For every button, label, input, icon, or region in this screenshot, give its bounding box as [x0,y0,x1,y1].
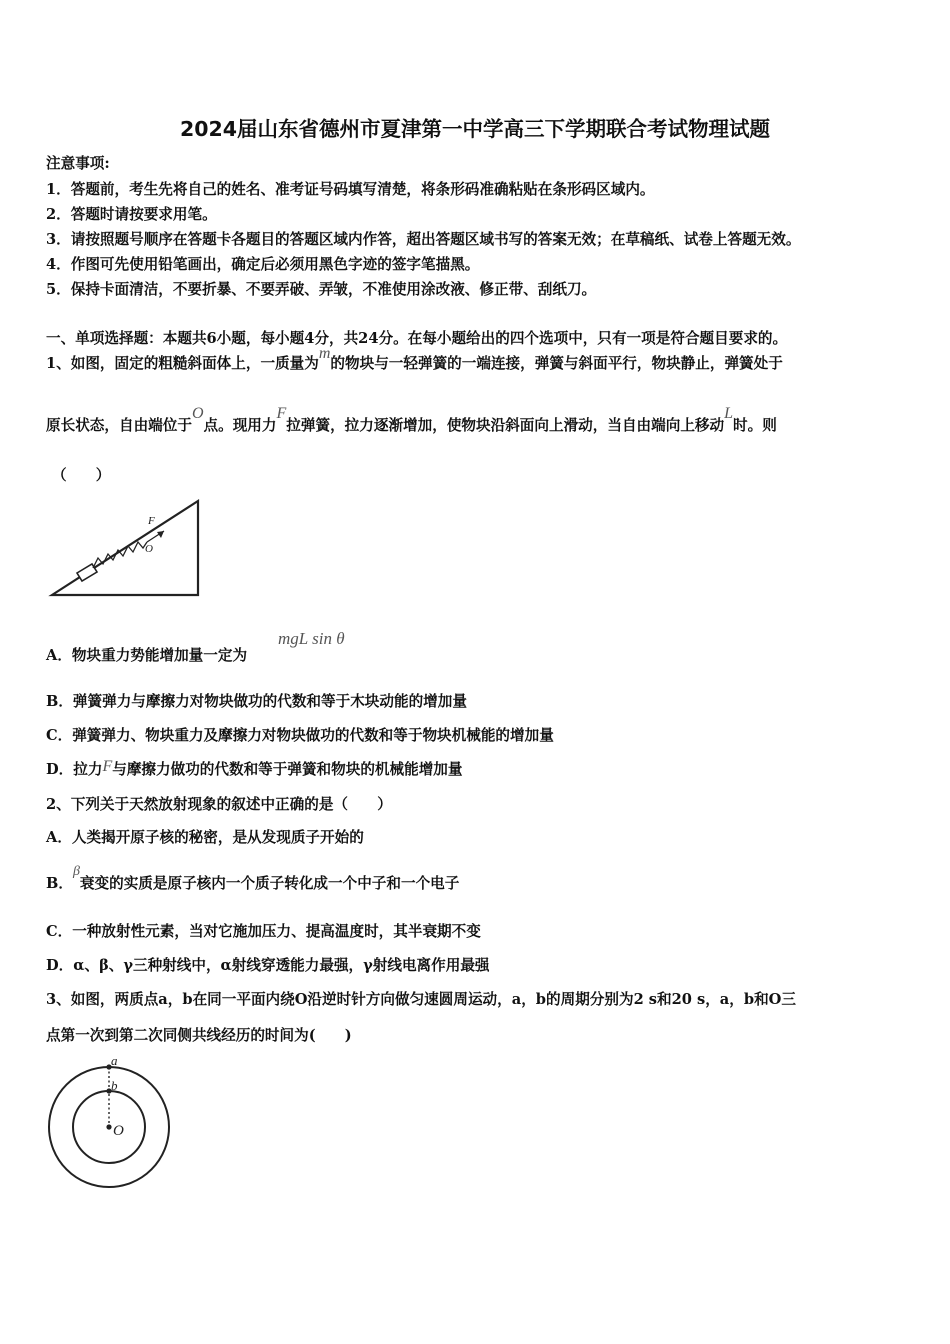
q2-option-b [46,864,460,893]
var-O: O [191,405,204,422]
q1-option-d-text: D．拉力 [46,761,103,778]
var-m: m [318,345,331,362]
q1-stem-line-1 [46,345,783,373]
incline-figure [46,494,206,600]
notice-heading: 注意事项: [46,155,110,172]
q1-answer-blank: （ ） [52,467,111,484]
q1-text: 原长状态，自由端位于 [46,417,192,434]
label-F: F [148,515,155,527]
var-L: L [724,405,734,422]
q2-option-c: C．一种放射性元素，当对它施加压力、提高温度时，其半衰期不变 [46,923,481,940]
page-title: 2024届山东省德州市夏津第一中学高三下学期联合考试物理试题 [179,117,771,141]
q2-option-d: D．α、β、γ三种射线中，α射线穿透能力最强，γ射线电离作用最强 [46,957,490,974]
q1-option-a-math: mgL sin θ [278,629,345,648]
label-a: a [111,1053,118,1068]
var-F: F [276,405,287,422]
label-O: O [145,543,153,555]
q3-stem-line-2: 点第一次到第二次同侧共线经历的时间为( ) [46,1027,352,1044]
q1-text: 时。则 [733,417,777,434]
notice-item-2: 2．答题时请按要求用笔。 [46,206,217,223]
label-b: b [111,1078,118,1093]
q1-stem-line-2 [46,405,777,435]
var-F: F [102,758,113,775]
q1-option-c: C．弹簧弹力、物块重力及摩擦力对物块做功的代数和等于物块机械能的增加量 [46,727,554,744]
q2-option-b-text: B． [46,875,73,892]
q1-option-d [46,758,462,779]
q2-stem: 2、下列关于天然放射现象的叙述中正确的是（ ） [46,796,392,813]
notice-item-1: 1．答题前，考生先将自己的姓名、准考证号码填写清楚，将条形码准确粘贴在条形码区域内。 [46,181,655,198]
section-heading: 一、单项选择题：本题共6小题，每小题4分，共24分。在每小题给出的四个选项中，只有一项是符合题目要求的。 [46,330,788,347]
notice-item-3: 3．请按照题号顺序在答题卡各题目的答题区域内作答，超出答题区域书写的答案无效；在草稿纸、试卷上答题无效。 [46,231,801,248]
q2-option-a: A．人类揭开原子核的秘密，是从发现质子开始的 [46,829,364,846]
q1-text: 点。现用力 [203,417,277,434]
q1-option-a: A．物块重力势能增加量一定为 [46,647,248,664]
notice-item-5: 5．保持卡面清洁，不要折暴、不要弄破、弄皱，不准使用涂改液、修正带、刮纸刀。 [46,281,597,298]
q1-text: 的物块与一轻弹簧的一端连接，弹簧与斜面平行，物块静止，弹簧处于 [330,355,783,372]
incline-block [52,501,198,595]
q3-stem-line-1: 3、如图，两质点a，b在同一平面内绕O沿逆时针方向做匀速圆周运动，a，b的周期分别为2 s和20 s，a，b和O三 [46,991,796,1008]
q2-option-b-text: 衰变的实质是原子核内一个质子转化成一个中子和一个电子 [79,875,460,892]
q1-text: 拉弹簧，拉力逐渐增加，使物块沿斜面向上滑动，当自由端向上移动 [286,417,725,434]
circle-figure [44,1052,180,1194]
q1-text: 1、如图，固定的粗糙斜面体上，一质量为 [46,355,319,372]
notice-item-4: 4．作图可先使用铅笔画出，确定后必须用黑色字迹的签字笔描黑。 [46,256,480,273]
var-beta: β [72,864,80,879]
q1-option-b: B．弹簧弹力与摩擦力对物块做功的代数和等于木块动能的增加量 [46,693,467,710]
label-O: O [113,1123,124,1139]
q1-option-d-text: 与摩擦力做功的代数和等于弹簧和物块的机械能增加量 [112,761,463,778]
point-O [106,1124,111,1129]
